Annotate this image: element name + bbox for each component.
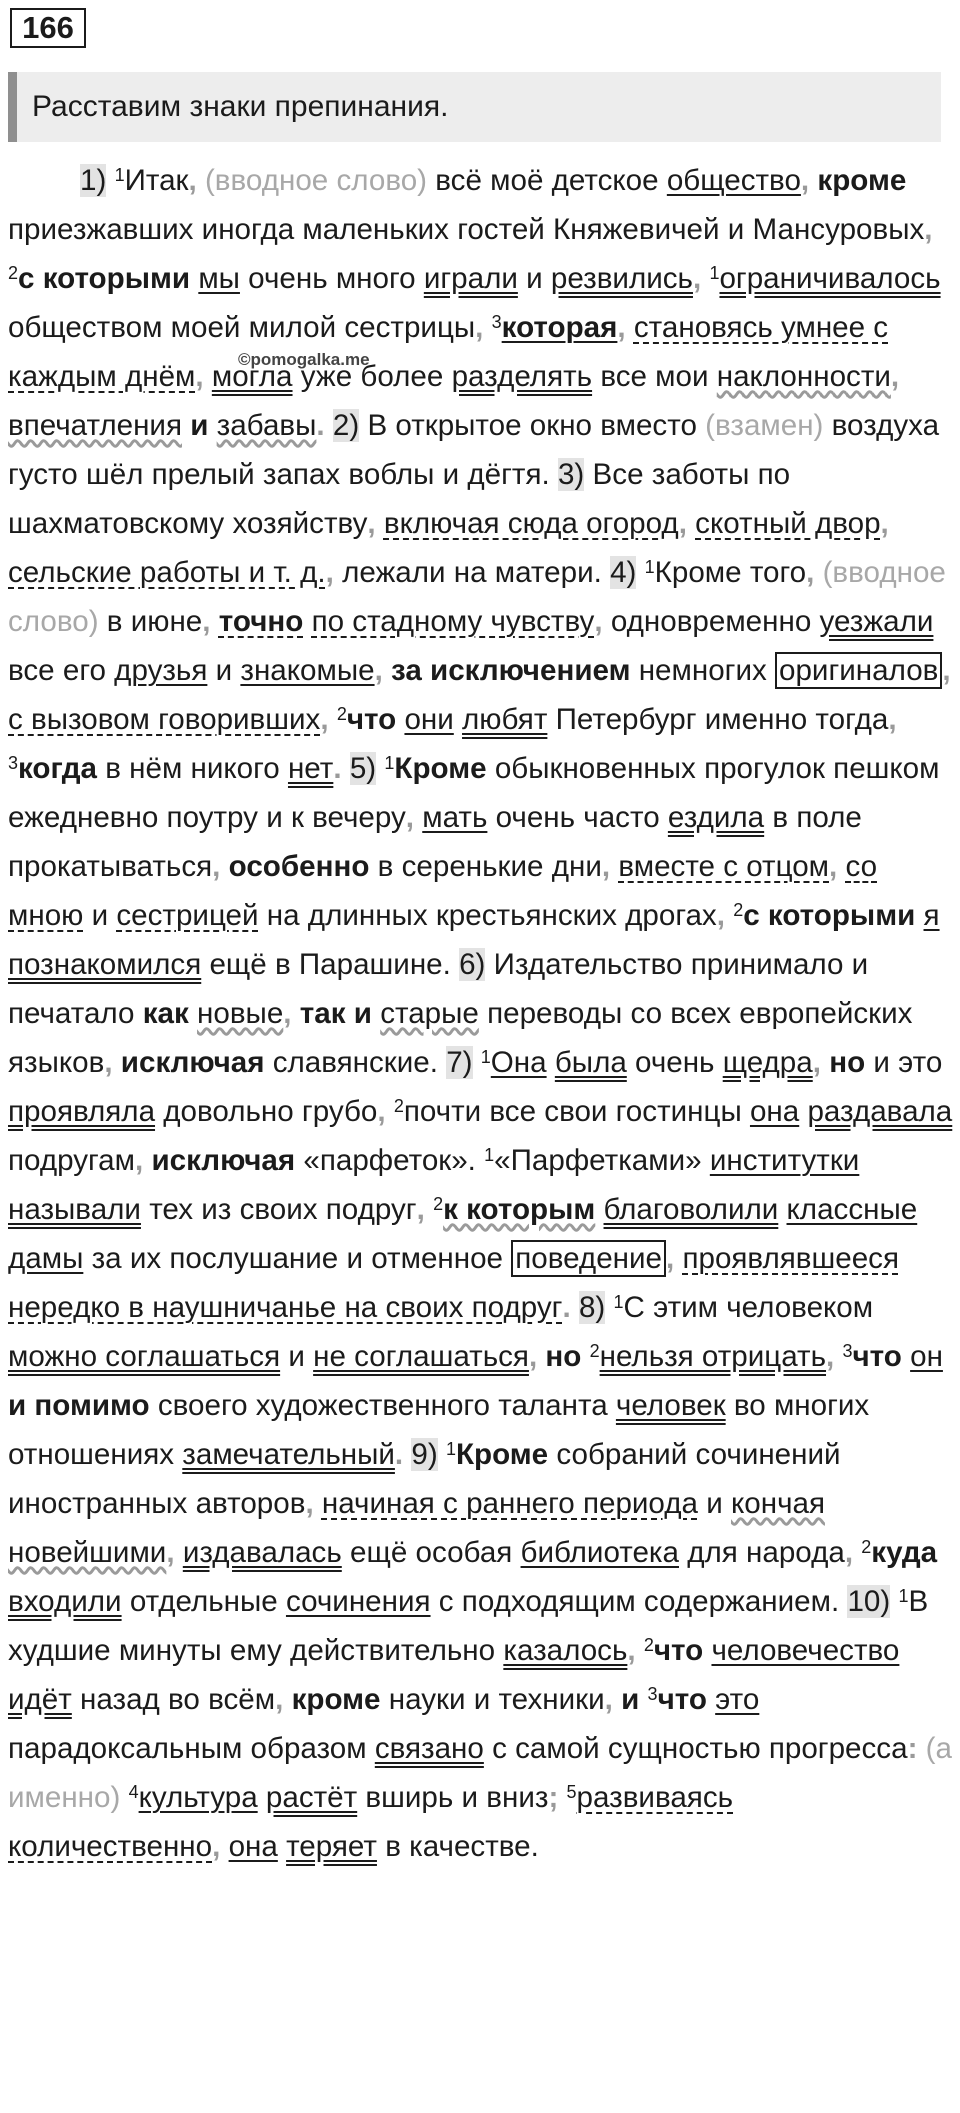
- predicate: уезжали: [819, 605, 934, 638]
- text-fragment: Петербург именно тогда: [555, 703, 889, 736]
- added-comma: ,: [416, 1193, 425, 1226]
- participial-phrase: скотный двор: [695, 507, 881, 540]
- added-comma: ,: [924, 213, 933, 246]
- participial-phrase: с вызовом говоривших: [8, 703, 321, 736]
- text-fragment: всё моё детское: [435, 164, 659, 197]
- predicate: нельзя отрицать: [599, 1340, 827, 1373]
- text-fragment: парадоксальным образом: [8, 1732, 367, 1765]
- predicate: любят: [462, 703, 548, 736]
- clause-index: 1: [644, 557, 655, 577]
- text-fragment: славянские.: [272, 1046, 438, 1079]
- predicate: казалось: [503, 1634, 628, 1667]
- comparative-phrase: точно: [218, 605, 304, 638]
- sentence-number: 9): [411, 1438, 438, 1471]
- conjunction: так и: [299, 997, 372, 1030]
- task-instruction: Расставим знаки препинания.: [8, 72, 941, 142]
- text-fragment: в серенькие дни: [377, 850, 602, 883]
- text-fragment: воздуха густо шёл прелый запах воблы и дёгтя.: [8, 409, 940, 491]
- predicate: познакомился: [8, 948, 202, 981]
- conjunction: что: [657, 1683, 707, 1716]
- conjunction: и: [190, 409, 209, 442]
- subject: это: [715, 1683, 760, 1716]
- text-fragment: назад во всём: [80, 1683, 276, 1716]
- text-fragment: В худшие минуты ему действительно: [8, 1585, 929, 1667]
- subject: библиотека: [520, 1536, 679, 1569]
- clause-index: 2: [8, 263, 19, 283]
- subject: мать: [422, 801, 488, 834]
- clause-index: 3: [491, 312, 502, 332]
- predicate: теряет: [286, 1830, 377, 1863]
- clause-index: 3: [842, 1341, 853, 1361]
- conjunction: и: [621, 1683, 640, 1716]
- clause-index: 3: [647, 1684, 658, 1704]
- sentence-number: 10): [847, 1585, 891, 1618]
- participial-phrase: сельские работы и т. д.: [8, 556, 326, 589]
- added-comma: ,: [305, 1487, 314, 1520]
- text-fragment: довольно грубо: [163, 1095, 378, 1128]
- text-fragment: в качестве.: [385, 1830, 539, 1863]
- text-fragment: почти все свои гостинцы: [403, 1095, 742, 1128]
- clause-index: 5: [566, 1782, 577, 1802]
- participial-phrase: проявлявшееся нередко в наушничанье на своих подруг: [8, 1242, 899, 1324]
- clause-index: 1: [898, 1586, 909, 1606]
- defined-word: оригиналов: [775, 652, 942, 689]
- added-dot: .: [316, 409, 325, 442]
- added-comma: ,: [188, 164, 197, 197]
- participial-phrase: начиная с раннего периода: [321, 1487, 698, 1520]
- clause-index: 2: [393, 1096, 404, 1116]
- sentence-number: 5): [349, 752, 377, 785]
- subject: классные дамы: [8, 1193, 918, 1275]
- conjunctive-word: когда: [18, 752, 97, 785]
- text-fragment: собраний сочинений иностранных авторов: [8, 1438, 841, 1520]
- added-comma: ,: [890, 360, 900, 393]
- subject: культура: [138, 1781, 258, 1814]
- added-comma: ,: [888, 703, 897, 736]
- text-fragment: Все заботы по шахматовскому хозяйству: [8, 458, 791, 540]
- clause-index: 2: [589, 1341, 600, 1361]
- added-comma: ,: [692, 262, 702, 295]
- text-fragment: все мои: [600, 360, 709, 393]
- text-fragment: ещё особая: [350, 1536, 513, 1569]
- text-fragment: тех из своих подруг: [149, 1193, 417, 1226]
- added-comma: ,: [844, 1536, 854, 1569]
- preposition: Кроме: [455, 1438, 549, 1471]
- particle: особенно: [228, 850, 370, 883]
- predicate: можно соглашаться: [8, 1340, 281, 1373]
- conjunctive-word: с которыми: [743, 899, 916, 932]
- subject: мы: [198, 262, 240, 295]
- text-fragment: во многих отношениях: [8, 1389, 870, 1471]
- predicate: нет: [287, 752, 334, 785]
- text-fragment: отдельные: [129, 1585, 278, 1618]
- participial-phrase: включая сюда огород: [383, 507, 679, 540]
- predicate: человек: [615, 1389, 726, 1422]
- text-fragment: подругам: [8, 1144, 135, 1177]
- added-comma: ,: [604, 1683, 613, 1716]
- predicate: ездила: [667, 801, 765, 834]
- added-comma: ,: [666, 1242, 675, 1275]
- conjunction: что: [852, 1340, 902, 1373]
- added-comma: ,: [942, 654, 951, 687]
- added-comma: ,: [195, 360, 204, 393]
- clause-index: 2: [433, 1194, 444, 1214]
- added-comma: ,: [826, 1340, 835, 1373]
- comparative-phrase: по стадному чувству: [311, 605, 595, 638]
- object: наклонности: [716, 360, 891, 393]
- added-comma: ,: [800, 164, 810, 197]
- added-comma: ,: [829, 850, 838, 883]
- added-comma: ,: [812, 1046, 821, 1079]
- subject: институтки: [709, 1144, 860, 1177]
- subject: сочинения: [285, 1585, 431, 1618]
- added-comma: ,: [594, 605, 603, 638]
- added-comma: ,: [212, 1830, 221, 1863]
- preposition: исключая: [151, 1144, 296, 1177]
- subject: знакомые: [240, 654, 375, 687]
- predicate: растёт: [265, 1781, 358, 1814]
- added-comma: ,: [678, 507, 687, 540]
- added-semicolon: ;: [548, 1781, 559, 1814]
- conjunctive-word: к которым: [443, 1193, 596, 1226]
- preposition: исключая: [120, 1046, 265, 1079]
- participial-phrase: становясь умнее с каждым днём: [8, 311, 889, 393]
- text-fragment: с самой сущностью прогресса: [492, 1732, 908, 1765]
- text-fragment: очень: [635, 1046, 715, 1079]
- predicate: идёт: [8, 1683, 72, 1716]
- sentence-number: 4): [610, 556, 637, 589]
- added-comma: ,: [212, 850, 221, 883]
- clause-index: 2: [733, 900, 744, 920]
- added-comma: ,: [134, 1144, 144, 1177]
- subject: он: [910, 1340, 943, 1373]
- attribute: новые: [197, 997, 284, 1030]
- text-fragment: немногих: [638, 654, 767, 687]
- subject: она: [228, 1830, 278, 1863]
- text-fragment: все его: [8, 654, 106, 687]
- text-fragment: В открытое окно вместо: [367, 409, 697, 442]
- text-fragment: для народа: [687, 1536, 845, 1569]
- sentence-number: 6): [459, 948, 486, 981]
- sentence-number: 1): [80, 164, 107, 197]
- added-dot: .: [333, 752, 342, 785]
- answer-paragraph: [8, 156, 953, 1871]
- clause-index: 2: [643, 1635, 654, 1655]
- added-comma: ,: [283, 997, 292, 1030]
- object: забавы: [216, 409, 317, 442]
- text-fragment: Кроме того: [654, 556, 807, 589]
- subject: я: [923, 899, 940, 932]
- predicate: издавалась: [182, 1536, 342, 1569]
- object: впечатления: [8, 409, 182, 442]
- text-fragment: обществом моей милой сестрицы: [8, 311, 476, 344]
- sentence-number: 2): [332, 409, 360, 442]
- participial-phrase: кончая новейшими: [8, 1487, 825, 1569]
- text-fragment: лежали на матери.: [342, 556, 602, 589]
- subject: человечество: [711, 1634, 900, 1667]
- predicate: не соглашаться: [313, 1340, 529, 1373]
- subject: она: [749, 1095, 800, 1128]
- added-comma: ,: [716, 899, 725, 932]
- clause-index: 2: [336, 704, 347, 724]
- text-fragment: и: [288, 1340, 305, 1373]
- watermark: ©pomogalka.me: [238, 350, 370, 369]
- predicate: проявляла: [8, 1095, 156, 1128]
- predicate: играли: [423, 262, 518, 295]
- subject: общество: [666, 164, 801, 197]
- text-fragment: приезжавших иногда маленьких гостей Княжевичей и Мансуровых: [8, 213, 925, 246]
- added-comma: ,: [104, 1046, 113, 1079]
- conjunction: как: [142, 997, 189, 1030]
- text-fragment: переводы со всех европейских языков: [8, 997, 913, 1079]
- added-comma: ,: [475, 311, 484, 344]
- exercise-number: 166: [10, 8, 86, 48]
- clause-index: 1: [484, 1145, 495, 1165]
- added-comma: ,: [374, 654, 383, 687]
- text-fragment: Издательство принимало и печатало: [8, 948, 869, 1030]
- sentence-number: 8): [578, 1291, 606, 1324]
- conjunctive-word: куда: [871, 1536, 938, 1569]
- clause-index: 1: [709, 263, 720, 283]
- conjunction: что: [653, 1634, 704, 1667]
- text-fragment: и: [706, 1487, 723, 1520]
- conjunction: но: [829, 1046, 866, 1079]
- text-fragment: в июне: [106, 605, 203, 638]
- note: (взамен): [705, 409, 824, 442]
- text-fragment: очень много: [248, 262, 416, 295]
- clause-index: 1: [114, 165, 125, 185]
- clause-index: 1: [480, 1047, 491, 1067]
- text-fragment: вширь и вниз: [365, 1781, 549, 1814]
- preposition: кроме: [817, 164, 907, 197]
- predicate: была: [554, 1046, 627, 1079]
- predicate: замечательный: [182, 1438, 395, 1471]
- clause-index: 1: [384, 753, 395, 773]
- participial-phrase: развиваясь количественно: [8, 1781, 734, 1863]
- text-fragment: уже более: [300, 360, 444, 393]
- text-fragment: очень часто: [495, 801, 660, 834]
- added-comma: ,: [880, 507, 889, 540]
- clause-index: 1: [613, 1292, 624, 1312]
- added-comma: ,: [806, 556, 815, 589]
- text-fragment: Итак: [124, 164, 189, 197]
- note: (вводное слово): [204, 164, 428, 197]
- text-fragment: с подходящим содержанием.: [438, 1585, 840, 1618]
- note: (вводное слово): [8, 556, 946, 638]
- adverbial: вместе с отцом: [618, 850, 830, 883]
- added-comma: ,: [601, 850, 611, 883]
- added-comma: ,: [617, 311, 626, 344]
- text-fragment: С этим человеком: [623, 1291, 874, 1324]
- note: (а именно): [8, 1732, 952, 1814]
- added-comma: ,: [367, 507, 376, 540]
- subject: которая: [501, 311, 618, 344]
- added-comma: ,: [275, 1683, 284, 1716]
- defined-word: поведение: [511, 1240, 666, 1277]
- added-comma: ,: [377, 1095, 386, 1128]
- predicate: ограничивалось: [719, 262, 941, 295]
- clause-index: 1: [445, 1439, 456, 1459]
- added-dot: .: [394, 1438, 404, 1471]
- added-comma: ,: [528, 1340, 538, 1373]
- text-fragment: и: [91, 899, 109, 932]
- adverbial: сестрицей: [116, 899, 259, 932]
- added-comma: ,: [325, 556, 334, 589]
- text-fragment: «Парфетками»: [494, 1144, 702, 1177]
- text-fragment: науки и техники: [388, 1683, 605, 1716]
- predicate: раздавала: [807, 1095, 953, 1128]
- clause-index: 4: [128, 1782, 139, 1802]
- text-fragment: ещё в Парашине.: [209, 948, 451, 981]
- adverbial: со мною: [8, 850, 878, 932]
- text-fragment: в нём никого: [105, 752, 280, 785]
- text-fragment: и: [215, 654, 233, 687]
- subject: друзья: [114, 654, 208, 687]
- text-fragment: за их послушание и отменное: [91, 1242, 504, 1275]
- text-fragment: и: [526, 262, 543, 295]
- added-comma: ,: [320, 703, 329, 736]
- conjunction: что: [346, 703, 397, 736]
- text-fragment: обыкновенных прогулок пешком ежедневно поутру и к вечеру: [8, 752, 940, 834]
- predicate: резвились: [550, 262, 693, 295]
- predicate: разделять: [451, 360, 593, 393]
- conjunctive-word: с которыми: [18, 262, 191, 295]
- subject: они: [404, 703, 454, 736]
- text-fragment: одновременно: [610, 605, 812, 638]
- preposition: за исключением: [391, 654, 631, 687]
- predicate: связано: [374, 1732, 484, 1765]
- predicate: щедра: [722, 1046, 813, 1079]
- sentence-number: 3): [557, 458, 585, 491]
- added-comma: ,: [202, 605, 211, 638]
- added-comma: ,: [166, 1536, 175, 1569]
- preposition: кроме: [291, 1683, 381, 1716]
- clause-index: 3: [8, 753, 19, 773]
- conjunction: но: [545, 1340, 582, 1373]
- added-colon: :: [907, 1732, 918, 1765]
- subject: Она: [490, 1046, 547, 1079]
- exercise-text: [8, 156, 953, 1871]
- added-dot: .: [562, 1291, 571, 1324]
- text-fragment: своего художественного таланта: [157, 1389, 608, 1422]
- clause-index: 2: [861, 1537, 872, 1557]
- added-comma: ,: [405, 801, 415, 834]
- text-fragment: в поле прокатываться: [8, 801, 862, 883]
- attribute: старые: [380, 997, 479, 1030]
- preposition: Кроме: [394, 752, 487, 785]
- predicate: входили: [8, 1585, 122, 1618]
- text-fragment: «парфеток».: [303, 1144, 476, 1177]
- predicate: благоволили: [603, 1193, 779, 1226]
- text-fragment: и это: [873, 1046, 943, 1079]
- added-comma: ,: [627, 1634, 636, 1667]
- text-fragment: на длинных крестьянских дрогах: [266, 899, 717, 932]
- sentence-number: 7): [446, 1046, 473, 1079]
- preposition: и помимо: [8, 1389, 150, 1422]
- predicate: называли: [8, 1193, 141, 1226]
- predicate: могла: [211, 360, 293, 393]
